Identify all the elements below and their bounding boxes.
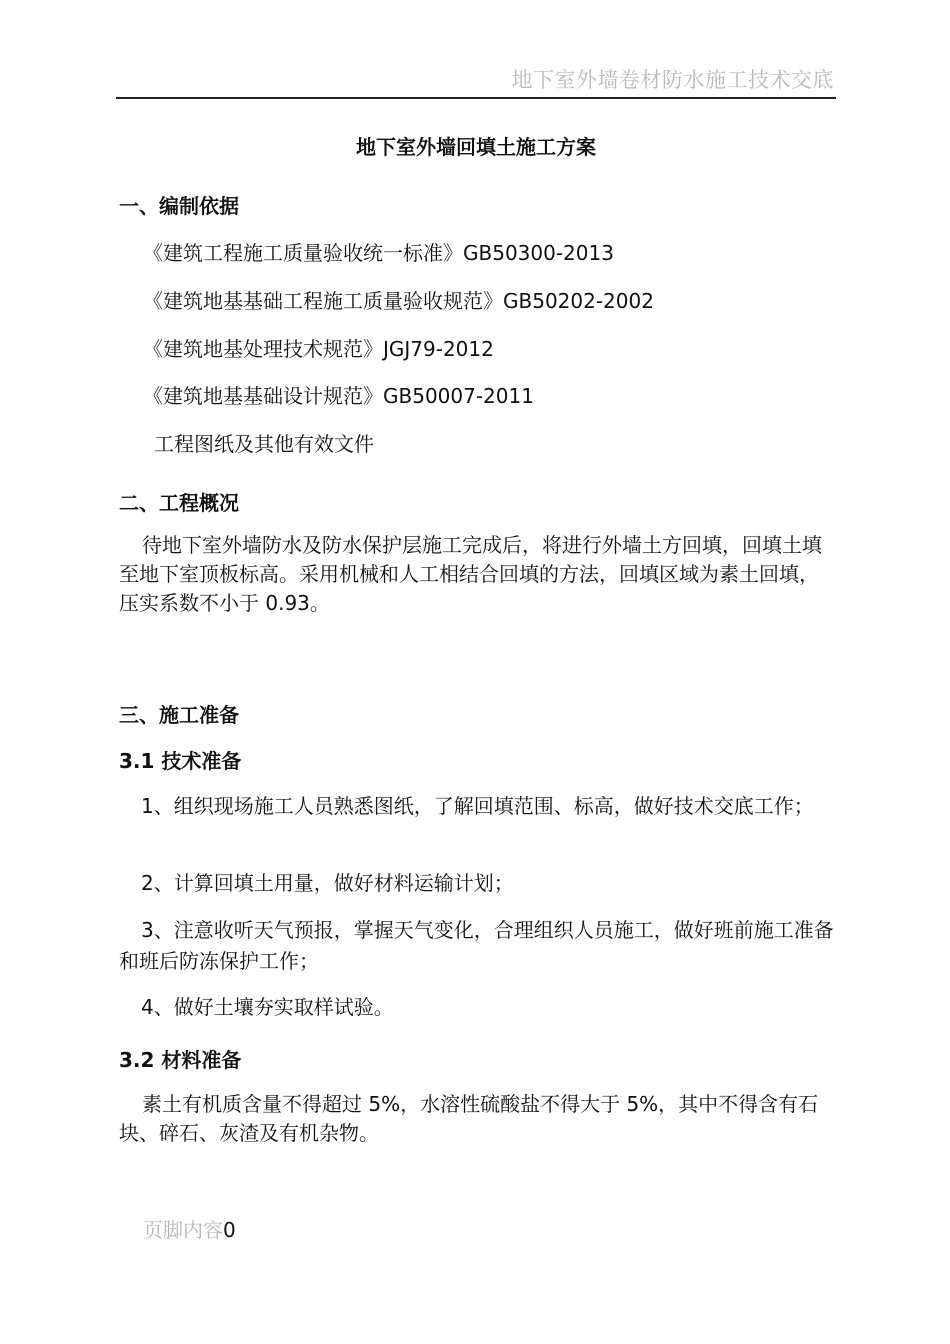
footer-page-number: 0 bbox=[223, 1218, 236, 1242]
section-heading-overview: 二、工程概况 bbox=[119, 491, 239, 515]
page-header-text: 地下室外墙卷材防水施工技术交底 bbox=[511, 68, 834, 92]
page-footer bbox=[143, 1214, 236, 1243]
list-item: 4、做好土壤夯实取样试验。 bbox=[141, 995, 394, 1019]
section-heading-preparation: 三、施工准备 bbox=[119, 703, 239, 727]
reference-item: 《建筑地基处理技术规范》JGJ79-2012 bbox=[143, 337, 494, 361]
list-item: 2、计算回填土用量，做好材料运输计划； bbox=[141, 871, 514, 895]
section-heading-basis: 一、编制依据 bbox=[119, 194, 239, 218]
overview-paragraph: 待地下室外墙防水及防水保护层施工完成后，将进行外墙土方回填，回填土填至地下室顶板标高。采用机械和人工相结合回填的方法，回填区域为素土回填，压实系数不小于 0.93。 bbox=[119, 533, 822, 615]
list-item: 1、组织现场施工人员熟悉图纸，了解回填范围、标高，做好技术交底工作； bbox=[141, 794, 814, 818]
subsection-heading-technical: 3.1 技术准备 bbox=[119, 749, 242, 773]
reference-item: 《建筑工程施工质量验收统一标准》GB50300-2013 bbox=[143, 241, 614, 265]
footer-label: 页脚内容 bbox=[143, 1218, 223, 1242]
materials-paragraph: 素土有机质含量不得超过 5%，水溶性硫酸盐不得大于 5%，其中不得含有石块、碎石、灰渣及有机杂物。 bbox=[119, 1092, 819, 1145]
document-title: 地下室外墙回填土施工方案 bbox=[356, 135, 596, 159]
subsection-heading-materials: 3.2 材料准备 bbox=[119, 1048, 242, 1072]
header-divider bbox=[116, 97, 836, 99]
reference-item: 《建筑地基基础工程施工质量验收规范》GB50202-2002 bbox=[143, 289, 654, 313]
reference-item-other: 工程图纸及其他有效文件 bbox=[154, 432, 374, 456]
list-item: 3、注意收听天气预报，掌握天气变化，合理组织人员施工，做好班前施工准备和班后防冻保护工作； bbox=[119, 918, 834, 973]
reference-item: 《建筑地基基础设计规范》GB50007-2011 bbox=[143, 384, 534, 408]
